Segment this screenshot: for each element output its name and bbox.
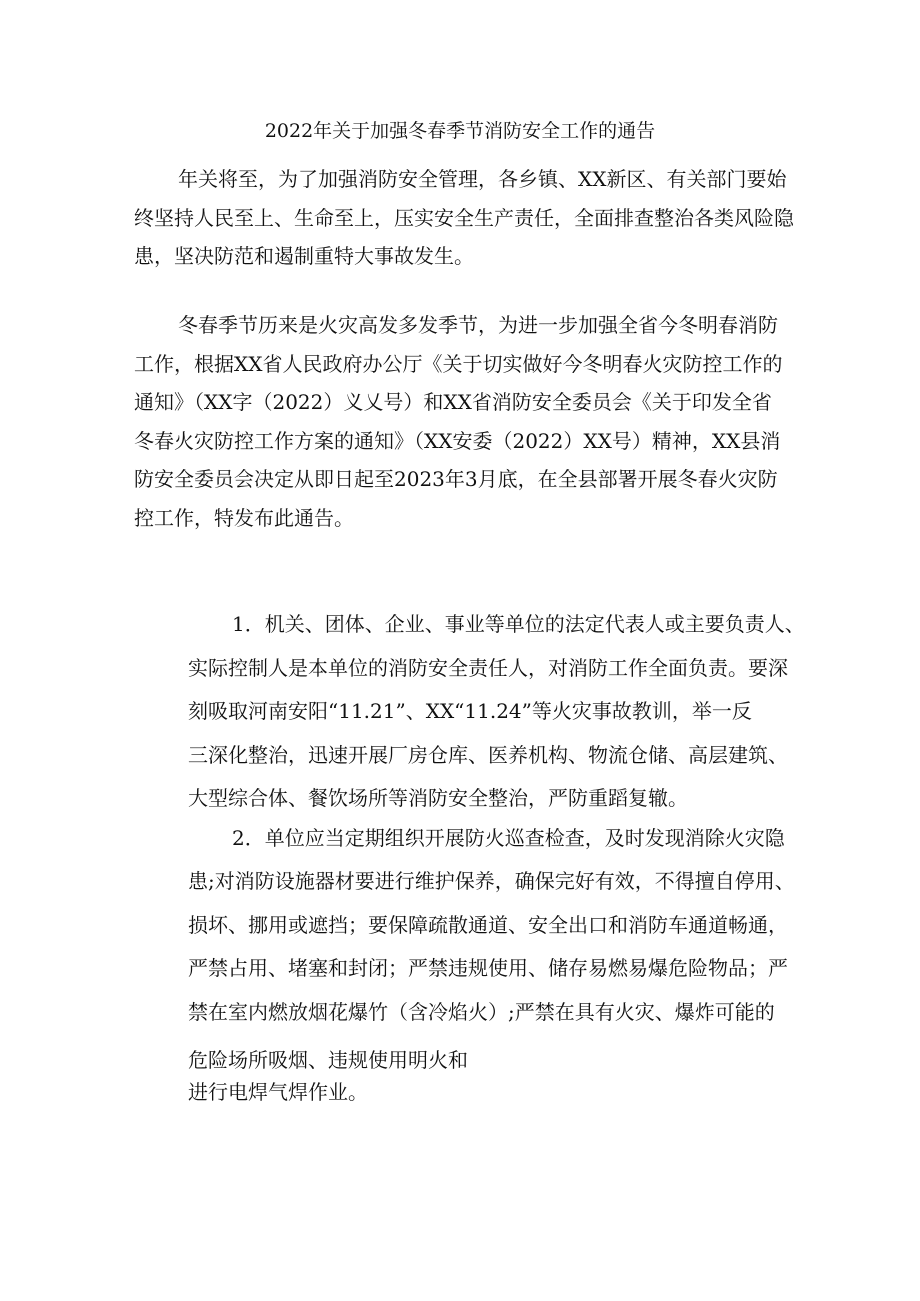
- paragraph-line: 冬春季节历来是火灾高发多发季节，为进一步加强全省今冬明春消防: [178, 313, 778, 337]
- paragraph-line: 1．机关、团体、企业、事业等单位的法定代表人或主要负责人、: [232, 612, 805, 636]
- list-item-2: [188, 817, 795, 1105]
- paragraph-line: 年关将至，为了加强消防安全管理，各乡镇、XX新区、有关部门要始: [178, 167, 787, 191]
- paragraph-intro: [134, 160, 794, 276]
- paragraph-line: 2．单位应当定期组织开展防火巡查检查，及时发现消除火灾隐: [232, 826, 785, 850]
- paragraph-line: 刻吸取河南安阳“11.21”、XX“11.24”等火灾事故教训，举一反: [188, 699, 752, 724]
- document-title: 2022年关于加强冬春季节消防安全工作的通告: [264, 120, 656, 142]
- paragraph-line: 大型综合体、餐饮场所等消防安全整治，严防重蹈复辙。: [188, 786, 688, 811]
- paragraph-line: 三深化整治，迅速开展厂房仓库、医养机构、物流仓储、高层建筑、: [188, 742, 788, 767]
- paragraph-line: 禁在室内燃放烟花爆竹（含冷焰火）;严禁在具有火灾、爆炸可能的: [188, 999, 775, 1024]
- paragraph-line: 实际控制人是本单位的消防安全责任人，对消防工作全面负责。要深: [188, 655, 788, 680]
- paragraph-line: 工作，根据XX省人民政府办公厅《关于切实做好今冬明春火灾防控工作的: [134, 351, 783, 376]
- paragraph-line: 通知》（XX字（2022）义乂号）和XX省消防安全委员会《关于印发全省: [134, 390, 772, 415]
- paragraph-line: 严禁占用、堵塞和封闭；严禁违规使用、储存易燃易爆危险物品；严: [188, 956, 788, 981]
- paragraph-line: 防安全委员会决定从即日起至2023年3月底，在全县部署开展冬春火灾防: [134, 467, 778, 492]
- paragraph-line: 进行电焊气焊作业。: [188, 1079, 368, 1104]
- paragraph-background: [134, 306, 782, 538]
- paragraph-line: 冬春火灾防控工作方案的通知》（XX安委（2022）XX号）精神，XX县消: [134, 428, 781, 453]
- paragraph-line: 控工作，特发布此通告。: [134, 505, 354, 530]
- paragraph-line: 损坏、挪用或遮挡；要保障疏散通道、安全出口和消防车通道畅通，: [188, 912, 788, 937]
- list-item-1: [188, 603, 805, 821]
- paragraph-line: 患;对消防设施器材要进行维护保养，确保完好有效，不得擅自停用、: [188, 869, 795, 894]
- paragraph-line: 危险场所吸烟、违规使用明火和: [188, 1047, 468, 1072]
- paragraph-line: 患，坚决防范和遏制重特大事故发生。: [134, 244, 474, 269]
- paragraph-line: 终坚持人民至上、生命至上，压实安全生产责任，全面排查整治各类风险隐: [134, 205, 794, 230]
